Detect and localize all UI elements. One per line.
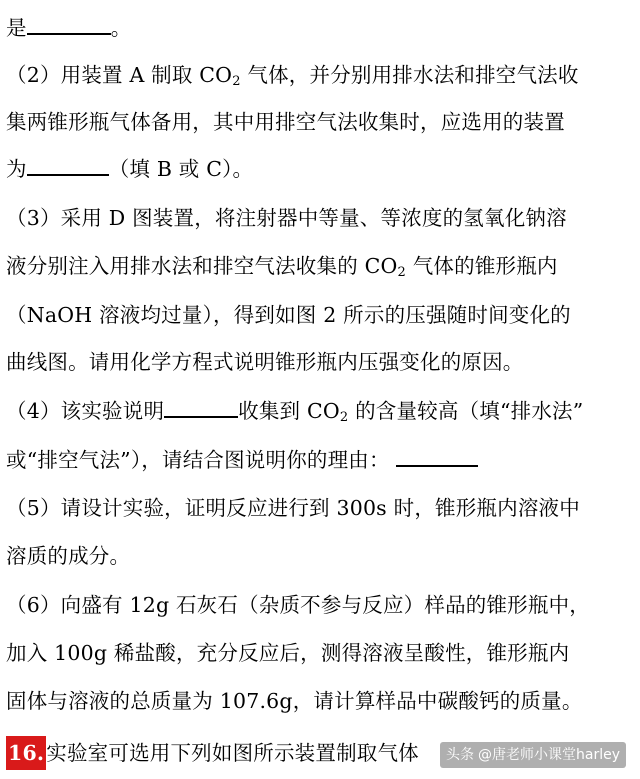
text-line-9: [6, 391, 640, 431]
text-fragment: 液分别注入用排水法和排空气法收集的 CO: [6, 254, 398, 278]
text-line-6: [6, 246, 640, 286]
text-fragment: （2）用装置 A 制取 CO: [6, 63, 233, 87]
text-fragment: 收集到 CO: [238, 399, 340, 423]
subscript: 2: [339, 410, 349, 425]
text-fragment: 的含量较高（填“排水法”: [348, 399, 584, 423]
watermark-logo: 头条: [446, 747, 474, 763]
watermark: [440, 742, 626, 768]
answer-blank: [396, 445, 478, 467]
text-line-5: （3）采用 D 图装置，将注射器中等量、等浓度的氢氧化钠溶: [6, 206, 567, 230]
text-line-12: 溶质的成分。: [6, 544, 131, 568]
answer-blank: [27, 154, 109, 176]
text-line-7: （NaOH 溶液均过量），得到如图 2 所示的压强随时间变化的: [6, 303, 571, 327]
text-line-10: [6, 440, 640, 480]
watermark-text: @唐老师小课堂harley: [478, 747, 620, 763]
subscript: 2: [232, 74, 241, 89]
text-line-3: 集两锥形瓶气体备用，其中用排空气法收集时，应选用的装置: [6, 110, 565, 134]
question-16-text: 实验室可选用下列如图所示装置制取气体: [46, 741, 419, 765]
text-fragment: （4）该实验说明: [6, 399, 165, 423]
text-fragment: 为: [6, 157, 27, 181]
text-line-8: 曲线图。请用化学方程式说明锥形瓶内压强变化的原因。: [6, 350, 524, 374]
text-line-4: [6, 149, 640, 189]
text-line-14: 加入 100g 稀盐酸，充分反应后，测得溶液呈酸性，锥形瓶内: [6, 641, 570, 665]
answer-blank: [27, 13, 111, 35]
text-line-13: （6）向盛有 12g 石灰石（杂质不参与反应）样品的锥形瓶中，: [6, 593, 590, 617]
text-line-15: 固体与溶液的总质量为 107.6g，请计算样品中碳酸钙的质量。: [6, 689, 583, 713]
text-fragment: （填 B 或 C）。: [108, 157, 254, 181]
text-fragment: 气体，并分别用排水法和排空气法收: [240, 63, 579, 87]
text-line-11: （5）请设计实验，证明反应进行到 300s 时，锥形瓶内溶液中: [6, 496, 580, 520]
text-line-2: [6, 55, 640, 95]
question-number-badge: 16.: [6, 736, 46, 770]
text-fragment: 气体的锥形瓶内: [406, 254, 558, 278]
text-line-1: [6, 8, 640, 48]
text-fragment: 是: [6, 16, 27, 40]
text-fragment: 。: [110, 16, 132, 40]
answer-blank: [164, 396, 238, 418]
text-fragment: 或“排空气法”），请结合图说明你的理由：: [6, 448, 390, 472]
subscript: 2: [397, 265, 406, 280]
